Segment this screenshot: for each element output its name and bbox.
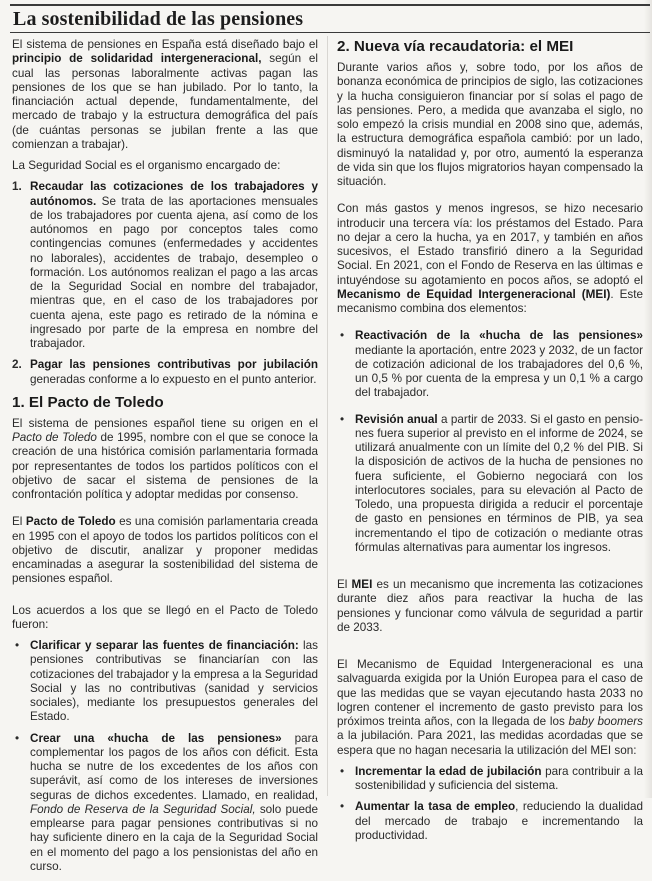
list-item	[12, 358, 318, 387]
paragraph: Los acuerdos a los que se llegó en el Pacto de Toledo fueron:	[12, 603, 318, 631]
text: Con más gastos y menos ingresos, se hizo necesario introducir una tercera vía: los préstamos del Estado. Para no dejar a cero la hucha, ya en 2017, y también en años sucesivos, el Estado transfirió dinero a la Seguridad Social. En 2021, con el Fondo de Reserva en las últimas e intuyéndose su agotamiento en pocos años, se adoptó el	[337, 202, 643, 287]
section-heading: 2. Nueva vía recaudatoria: el MEI	[337, 38, 574, 55]
text: generadas conforme a lo expuesto en el punto anterior.	[30, 372, 317, 386]
bold-term: Pacto de Toledo	[25, 515, 116, 529]
text: El sistema de pensiones en España está diseñado bajo el	[12, 38, 318, 51]
bullet-icon: •	[340, 764, 345, 778]
bold-term: Crear una	[30, 731, 108, 745]
left-column	[12, 38, 318, 881]
mei-summary	[337, 578, 643, 635]
bold-term: Recaudar las cotizaciones de los trabajadores y autónomos.	[30, 180, 318, 208]
spacer	[337, 642, 643, 658]
italic-term: Fondo de Reserva de la Seguridad Social,	[30, 802, 256, 816]
section-heading: 1. El Pacto de Toledo	[12, 393, 164, 411]
text: , reduciendo la dualidad del mercado de trabajo e incrementando la productividad.	[355, 800, 643, 842]
bold-term: Incrementar la edad de jubilación	[355, 764, 542, 778]
social-security-functions-list	[12, 180, 318, 387]
bold-term: Mecanismo de Equidad Intergeneracional (MEI)	[337, 287, 611, 301]
text: de 1995, nombre con el que se conoce la creación de una histórica comisión parlamentaria formada por representantes de todos los partidos políticos con el objetivo de sacar el sistema de pensiones de la confrontación política y adoptar medidas por consenso.	[12, 431, 318, 501]
bullet-icon: •	[15, 731, 20, 745]
list-item	[12, 180, 318, 351]
text: El	[337, 578, 352, 591]
agreements-list	[12, 639, 318, 874]
list-item	[337, 413, 643, 556]
page-title: La sostenibilidad de las pensiones	[13, 8, 304, 30]
text: es un mecanismo que incrementa las cotizaciones durante diez años para reactivar la hucha de las pensiones y funcionar como válvula de seguridad a partir de 2033.	[337, 578, 644, 634]
text: a partir de 2033. Si el gasto en pensiones fuera superior al previsto en el informe de 2024, se utilizará anualmente con un límite del 0,2 % del PIB. Si la disposición de activos de la hucha de pensiones no fuera suficiente, el Gobierno negociará con los interlocutores sociales, para su elevación al Pacto de Toledo, una propuesta dirigida a reducir el porcentaje de gasto en pensiones en términos de PIB, ya sea incrementando el tipo de cotización o mediante otras fórmulas alternativas para aumentar los ingresos.	[355, 412, 643, 554]
bold-term: Clarificar y separar las fuentes de financiación:	[30, 639, 299, 652]
paragraph	[337, 202, 643, 316]
measures-list	[337, 765, 643, 843]
mei-elements-list	[337, 329, 643, 555]
bullet-icon: •	[340, 412, 345, 426]
bold-term: Reactivación de la «hucha de las pensiones»	[355, 329, 643, 343]
text: mediante la aportación, entre 2023 y 2032, de un factor de cotización adicional de los trabajadores del 0,6 %, un 0,5 % por cuenta de la empresa y un 0,1 % a cargo del trabajador.	[355, 343, 643, 400]
paragraph	[337, 658, 643, 758]
list-item	[12, 732, 318, 875]
bullet-icon: •	[340, 800, 345, 814]
bullet-icon: •	[340, 329, 345, 343]
paragraph	[12, 515, 318, 586]
list-number: 2.	[12, 358, 22, 372]
bold-term: «hucha de las pensiones»	[107, 731, 282, 745]
bold-term: Revisión anual	[355, 412, 438, 426]
list-item	[337, 329, 643, 400]
paragraph	[12, 417, 318, 503]
intro-lead: La Seguridad Social es el organismo encargado de:	[12, 159, 281, 172]
text: para contribuir a la sostenibilidad y suficiencia del sistema.	[355, 764, 643, 792]
list-item	[12, 639, 318, 725]
list-item	[337, 765, 643, 794]
text: es una comisión parlamentaria creada en 1995 con el apoyo de todos los partidos políticos con el objetivo de discutir, analizar y proponer medidas encaminadas a asegurar la sostenibilidad del sistema de pensiones español.	[12, 515, 318, 586]
paragraph: Durante varios años y, sobre todo, por los años de bonanza económica de principios de siglo, las cotizaciones y la hucha consiguieron financiar por sí solas el pago de las pensiones. Pero, a medida que avanzaba el siglo, no solo empezó la crisis mundial en 2008 sino que, además, la estructura demográfica española cambió: por un lado, disminuyó la natalidad y, por otro, aumentó la esperanza de vida sin que los flujos migratorios hayan compensado la situación.	[337, 61, 644, 188]
list-number: 1.	[12, 180, 22, 194]
page-edge-shadow	[644, 0, 652, 798]
column-divider	[327, 36, 328, 796]
text: Se trata de las aportaciones mensuales de los trabajadores por cuenta ajena, así como de los autónomos en pago por conceptos tales como contingencias comunes (enfermedades y accidentes no laborales), accidentes de trabajo, desempleo o formación. Los autónomos realizan el pago a las arcas de la Seguridad Social en nombre del trabajador, mientras que, en el caso de los trabajadores por cuenta ajena, este pago es retirado de la nómina e ingresado por parte de la empresa en nombre del trabajador.	[30, 194, 318, 350]
right-column	[337, 38, 643, 850]
text: para complementar los pagos de los años con déficit. Esta hucha se nutre de los excedentes de los años con superávit, así como de los intereses de inversiones seguras de dichos excedentes. Llamado, en realidad,	[30, 731, 318, 802]
bold-term: principio de solidaridad intergeneracional,	[12, 52, 262, 66]
bold-term: Aumentar la tasa de empleo	[355, 800, 516, 814]
bold-term: MEI	[351, 578, 373, 591]
text: El sistema de pensiones español tiene su origen en el	[12, 416, 318, 430]
italic-term: Pacto de Toledo	[12, 431, 97, 444]
bold-term: Pagar las pensiones contributivas por jubilación	[30, 358, 318, 372]
text: a la jubilación. Para 2021, las medidas acordadas que se espera que no hagan necesaria la utilización del MEI son:	[337, 729, 643, 757]
spacer	[337, 562, 643, 578]
title-bar	[10, 4, 650, 33]
intro-paragraph	[12, 38, 318, 152]
list-item	[337, 800, 643, 843]
text: solo puede emplearse para pagar pensiones contributivas si no hay suficiente dinero en la caja de la Seguridad Social en el momento del pago a los pensionistas del año en curso.	[30, 802, 319, 873]
spacer	[12, 594, 318, 604]
italic-term: baby boomers	[568, 715, 643, 728]
text: . Este mecanismo combina dos elementos:	[337, 287, 643, 315]
text: El Mecanismo de Equidad Intergeneracional es una salvaguarda exigida por la Unión Europea para el caso de que las medidas que se vayan ejecutando hasta 2033 no logren contener el incremento de gasto previsto para los próximos treinta años, con la llegada de los	[337, 658, 643, 728]
bullet-icon: •	[15, 639, 20, 652]
text: las pensiones contributivas se financiarían con las cotizaciones del trabajador y la empresa a la Seguridad Social y las no contributivas (sanidad y servicios sociales), mediante los presupuestos generales del Estado.	[30, 639, 318, 724]
text: según el cual las personas laboralmente activas pagan las pensiones de los que se han jubilado. Por lo tanto, la financiación actual depende, fundamentalmente, del mercado de trabajo y la estructura demográfica del país (de cuántas personas se jubilan frente a las que comienzan a trabajar).	[12, 52, 318, 151]
text: El	[12, 515, 26, 529]
